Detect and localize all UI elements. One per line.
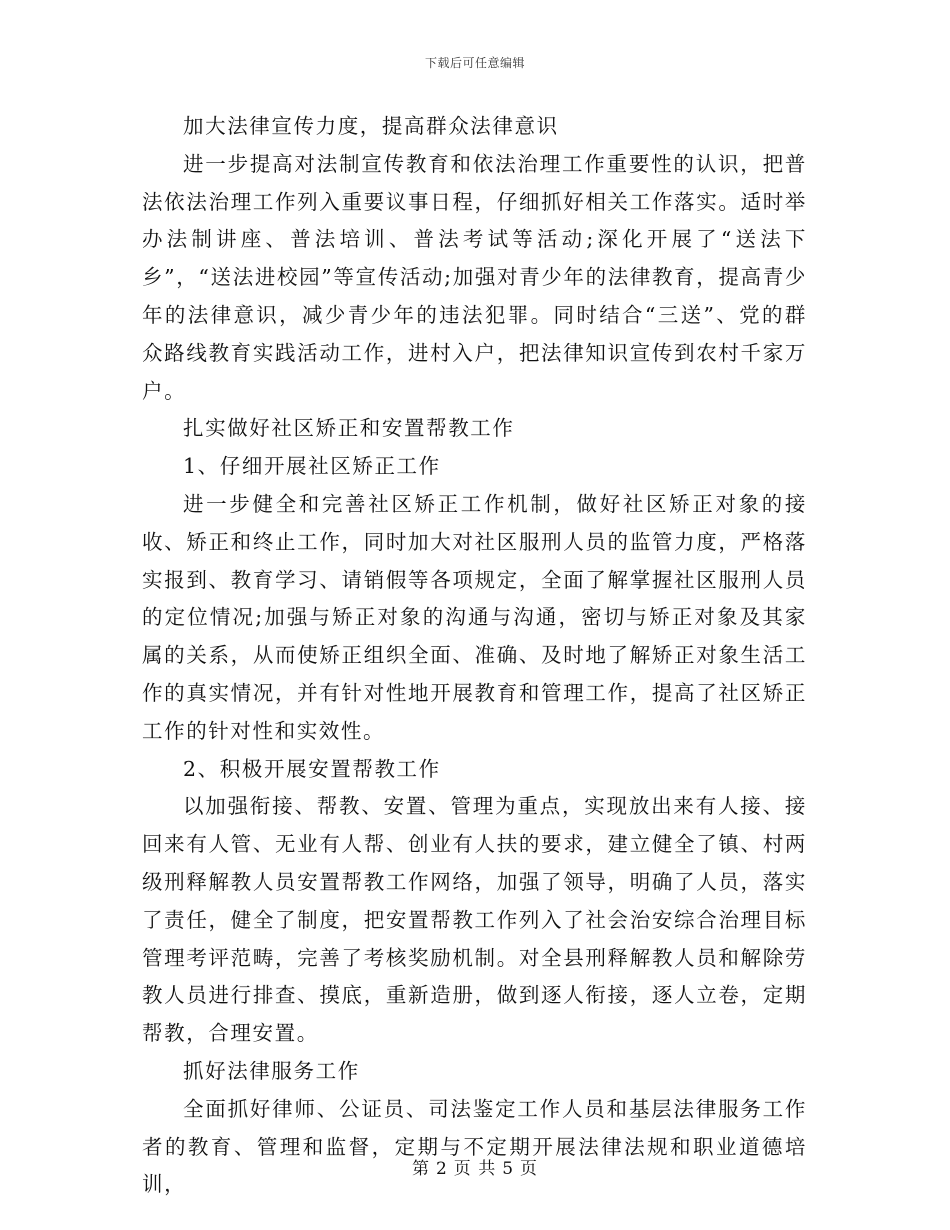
current-page-number: 2 xyxy=(435,1159,448,1179)
subheading-resettlement-assistance: 2、积极开展安置帮教工作 xyxy=(183,756,441,781)
section-heading-legal-services: 抓好法律服务工作 xyxy=(183,1058,360,1083)
paragraph-community-correction: 进一步健全和完善社区矫正工作机制，做好社区矫正对象的接收、矫正和终止工作，同时加大对社区服刑人员的监管力度，严格落实报到、教育学习、请销假等各项规定，全面了解掌握社区服刑人员的定位情况;加强与矫正对象的沟通与沟通，密切与矫正对象及其家属的关系，从而使矫正组织全面、准确、及时地了解矫正对象生活工作的真实情况，并有针对性地开展教育和管理工作，提高了社区矫正工作的针对性和实效性。 xyxy=(142,491,807,743)
section-heading-legal-publicity: 加大法律宣传力度，提高群众法律意识 xyxy=(183,114,559,138)
document-body xyxy=(142,108,807,1204)
page-footer xyxy=(0,1154,950,1179)
paragraph-resettlement-assistance: 以加强衔接、帮教、安置、管理为重点，实现放出来有人接、接回来有人管、无业有人帮、创业有人扶的要求，建立健全了镇、村两级刑释解教人员安置帮教工作网络，加强了领导，明确了人员，落实了责任，健全了制度，把安置帮教工作列入了社会治安综合治理目标管理考评范畴，完善了考核奖励机制。对全县刑释解教人员和解除劳教人员进行排查、摸底，重新造册，做到逐人衔接，逐人立卷，定期帮教，合理安置。 xyxy=(142,794,807,1046)
total-page-count: 5 xyxy=(502,1159,515,1179)
page-header: 下载后可任意编辑 xyxy=(424,56,525,70)
paragraph-legal-services: 全面抓好律师、公证员、司法鉴定工作人员和基层法律服务工作者的教育、管理和监督，定期与不定期开展法律法规和职业道德培训， xyxy=(142,1096,807,1197)
paragraph-legal-publicity: 进一步提高对法制宣传教育和依法治理工作重要性的认识，把普法依法治理工作列入重要议事日程，仔细抓好相关工作落实。适时举办法制讲座、普法培训、普法考试等活动;深化开展了“送法下乡”，“送法进校园”等宣传活动;加强对青少年的法律教育，提高青少年的法律意识，减少青少年的违法犯罪。同时结合“三送”、党的群众路线教育实践活动工作，进村入户，把法律知识宣传到农村千家万户。 xyxy=(142,151,807,403)
subheading-community-correction: 1、仔细开展社区矫正工作 xyxy=(183,454,441,479)
footer-suffix: 页 xyxy=(520,1159,539,1179)
footer-middle: 页 共 xyxy=(453,1159,497,1179)
section-heading-community-correction: 扎实做好社区矫正和安置帮教工作 xyxy=(183,416,515,441)
footer-prefix: 第 xyxy=(411,1159,430,1179)
